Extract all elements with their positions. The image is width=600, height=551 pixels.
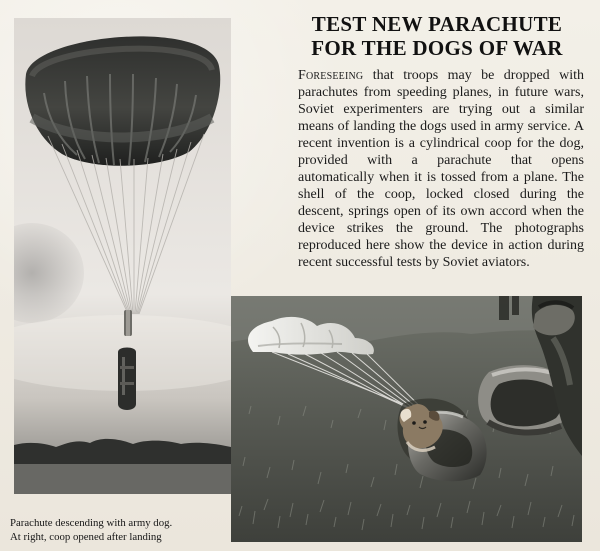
headline-line-2: FOR THE DOGS OF WAR xyxy=(311,36,563,60)
article-body xyxy=(298,67,584,271)
treeline xyxy=(14,439,231,494)
parachute-photo xyxy=(14,18,231,494)
landed-coop-photo xyxy=(231,296,582,542)
headline-line-1: TEST NEW PARACHUTE xyxy=(311,12,563,36)
caption-line-2: At right, coop opened after landing xyxy=(10,531,162,543)
parachute-illustration xyxy=(14,18,231,494)
article-lead-word: Foreseeing xyxy=(298,68,364,83)
photo-caption xyxy=(10,516,224,544)
article-headline xyxy=(286,12,588,60)
caption-line-1: Parachute descending with army dog. xyxy=(10,517,173,529)
landing-scene-illustration xyxy=(231,296,582,542)
article-body-text: that troops may be dropped with parachutes from speeding planes, in future wars, Soviet experimenters are trying out a similar means of landing the dogs used in army service. A recent invention is a cylindrical coop for the dog, provided with a parachute that opens automatically when it is tossed from a plane. The shell of the coop, locked closed during the descent, springs open of its own accord when the device strikes the ground. The photographs reproduced here show the device in action during recent successful tests by Soviet aviators. xyxy=(298,68,585,270)
parachute-canopy xyxy=(25,36,220,165)
